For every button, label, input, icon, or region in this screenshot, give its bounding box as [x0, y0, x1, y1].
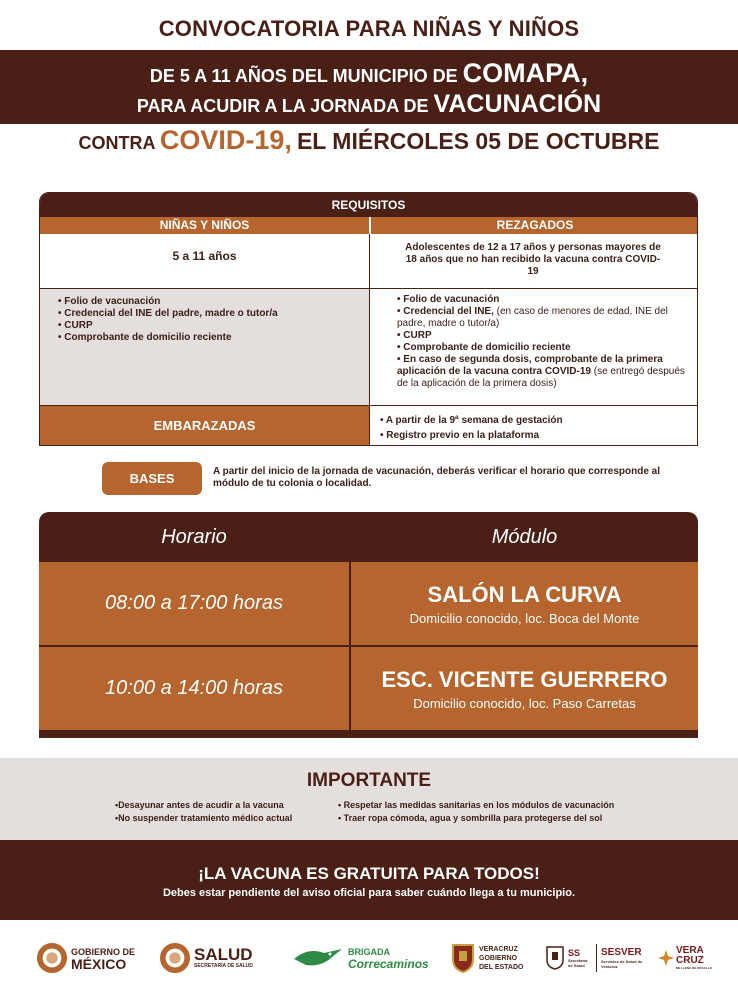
list-item: • Comprobante de domicilio reciente	[397, 342, 571, 353]
children-docs-list	[58, 296, 358, 344]
list-item: • Traer ropa cómoda, agua y sombrilla para protegerse del sol	[338, 813, 603, 823]
logo-text-line: ME LLENA DE ORGULLO	[676, 965, 713, 970]
table-row	[39, 562, 698, 645]
header-line-3	[0, 90, 738, 119]
brigada-logo	[292, 938, 429, 978]
eagle-seal-icon	[37, 943, 67, 973]
requirements-table	[39, 192, 698, 446]
second-dose-bold: • En caso de segunda dosis, comprobante de la primera aplicación de la vacuna contra COVID-19	[397, 354, 663, 377]
children-age: 5 a 11 años	[172, 249, 237, 263]
header-line-3-text: PARA ACUDIR A LA JORNADA DE	[136, 96, 429, 116]
rezagados-age: Adolescentes de 12 a 17 años y personas mayores de 18 años que no han recibido la vacuna contra COVID-19	[405, 242, 661, 277]
bases-text: A partir del inicio de la jornada de vacunación, deberás verificar el horario que corresponde al módulo de tu colonia o localidad.	[213, 466, 660, 489]
table-row	[39, 647, 698, 730]
sponsor-logos	[0, 930, 738, 990]
module-address: Domicilio conocido, loc. Boca del Monte	[409, 611, 640, 626]
col-header-time: Horario	[161, 526, 227, 548]
col-header-rezagados: REZAGADOS	[370, 217, 698, 234]
important-title: IMPORTANTE	[306, 770, 432, 791]
list-item	[397, 354, 687, 390]
requirements-title: REQUISITOS	[40, 193, 697, 217]
logo-text-line: Correcaminos	[348, 957, 429, 971]
col-header-module: Módulo	[491, 526, 558, 548]
veracruz-gobierno-logo	[451, 938, 523, 978]
logo-text-line: Secretaría de Salud	[568, 957, 588, 968]
event-date: EL MIÉRCOLES 05 DE OCTUBRE	[296, 128, 660, 154]
schedule-table	[39, 512, 698, 738]
logo-text-line: CRUZ	[676, 954, 704, 966]
pregnant-label: EMBARAZADAS	[40, 406, 369, 446]
ss-sesver-logo	[546, 938, 645, 978]
ss-shield-icon	[546, 946, 564, 970]
list-item: • A partir de la 9ª semana de gestación	[380, 415, 563, 426]
veracruz-text	[479, 945, 523, 972]
module-cell	[351, 562, 698, 645]
header-line-2-text: DE 5 A 11 AÑOS DEL MUNICIPIO DE	[149, 66, 458, 86]
sesver-text	[601, 947, 645, 969]
important-list-right	[338, 799, 614, 825]
module-cell	[351, 647, 698, 730]
municipality-name: COMAPA,	[462, 58, 589, 88]
header-band	[0, 50, 738, 124]
veracruz-shield-icon	[451, 943, 475, 973]
logo-text-line: SESVER	[601, 947, 642, 958]
logo-text-line: SS	[568, 947, 581, 958]
gobierno-mexico-logo	[37, 938, 135, 978]
module-address: Domicilio conocido, loc. Paso Carretas	[413, 696, 636, 711]
ss-text	[568, 949, 592, 968]
list-item: • Comprobante de domicilio reciente	[58, 332, 232, 343]
module-name: ESC. VICENTE GUERRERO	[381, 667, 668, 692]
vera-text	[676, 946, 712, 971]
schedule-time: 08:00 a 17:00 horas	[39, 562, 349, 645]
ine-bold: • Credencial del INE,	[397, 306, 494, 317]
logo-text-line: VERA	[676, 944, 704, 956]
list-item: • Folio de vacunación	[397, 294, 500, 305]
header-title: CONVOCATORIA PARA NIÑAS Y NIÑOS	[158, 16, 580, 41]
logo-text-line: DEL ESTADO	[479, 963, 524, 971]
eagle-seal-icon	[160, 943, 190, 973]
logo-divider	[596, 944, 597, 972]
roadrunner-icon	[292, 945, 344, 971]
logo-text-line: VERACRUZ	[479, 945, 518, 953]
list-item: • Respetar las medidas sanitarias en los módulos de vacunación	[338, 800, 615, 810]
free-vaccine-subtitle: Debes estar pendiente del aviso oficial para saber cuándo llega a tu municipio.	[162, 887, 575, 899]
header-line-4	[0, 125, 738, 156]
gobierno-mexico-text	[71, 946, 135, 970]
list-item: • CURP	[58, 320, 93, 331]
logo-text-line: SALUD	[194, 945, 253, 964]
free-vaccine-banner	[0, 840, 738, 920]
covid-word: COVID-19,	[159, 125, 292, 155]
module-name: SALÓN LA CURVA	[427, 582, 622, 607]
rezagados-docs-list	[397, 294, 687, 390]
list-item: •Desayunar antes de acudir a la vacuna	[115, 800, 284, 810]
veracruz-orgullo-logo	[658, 938, 712, 978]
star-icon	[658, 950, 674, 966]
salud-text	[194, 946, 253, 970]
logo-text-line: BRIGADA	[348, 947, 390, 957]
brigada-text	[348, 946, 429, 970]
list-item: • Credencial del INE del padre, madre o tutor/a	[58, 308, 278, 319]
ine-note: (en caso de menores de edad, INE del padre, madre o tutor/a)	[397, 306, 668, 329]
logo-text-line: SECRETARÍA DE SALUD	[194, 963, 253, 969]
list-item: • Registro previo en la plataforma	[380, 430, 540, 441]
col-header-children: NIÑAS Y NIÑOS	[40, 217, 369, 234]
logo-text-line: MÉXICO	[71, 956, 127, 972]
list-item: • Folio de vacunación	[58, 296, 161, 307]
logo-text-line: GOBIERNO	[479, 954, 518, 962]
schedule-time: 10:00 a 14:00 horas	[39, 647, 349, 730]
logo-text-line: GOBIERNO DE	[71, 947, 136, 957]
vaccination-word: VACUNACIÓN	[433, 90, 602, 118]
column-divider	[369, 234, 370, 446]
salud-logo	[160, 938, 253, 978]
logo-text-line: Servicios de Salud de Veracruz	[601, 959, 643, 969]
free-vaccine-title: ¡LA VACUNA ES GRATUITA PARA TODOS!	[198, 864, 540, 883]
bases-badge: BASES	[102, 462, 202, 495]
list-item	[397, 306, 687, 330]
header-line-2	[0, 58, 738, 89]
header-line-4-text: CONTRA	[78, 133, 155, 153]
second-dose-note: (se entregó después de la aplicación de la primera dosis)	[397, 366, 685, 389]
important-list-left	[115, 799, 292, 825]
pregnant-list	[380, 413, 690, 443]
list-item: • CURP	[397, 330, 432, 341]
important-section	[0, 758, 738, 840]
list-item: •No suspender tratamiento médico actual	[115, 813, 293, 823]
